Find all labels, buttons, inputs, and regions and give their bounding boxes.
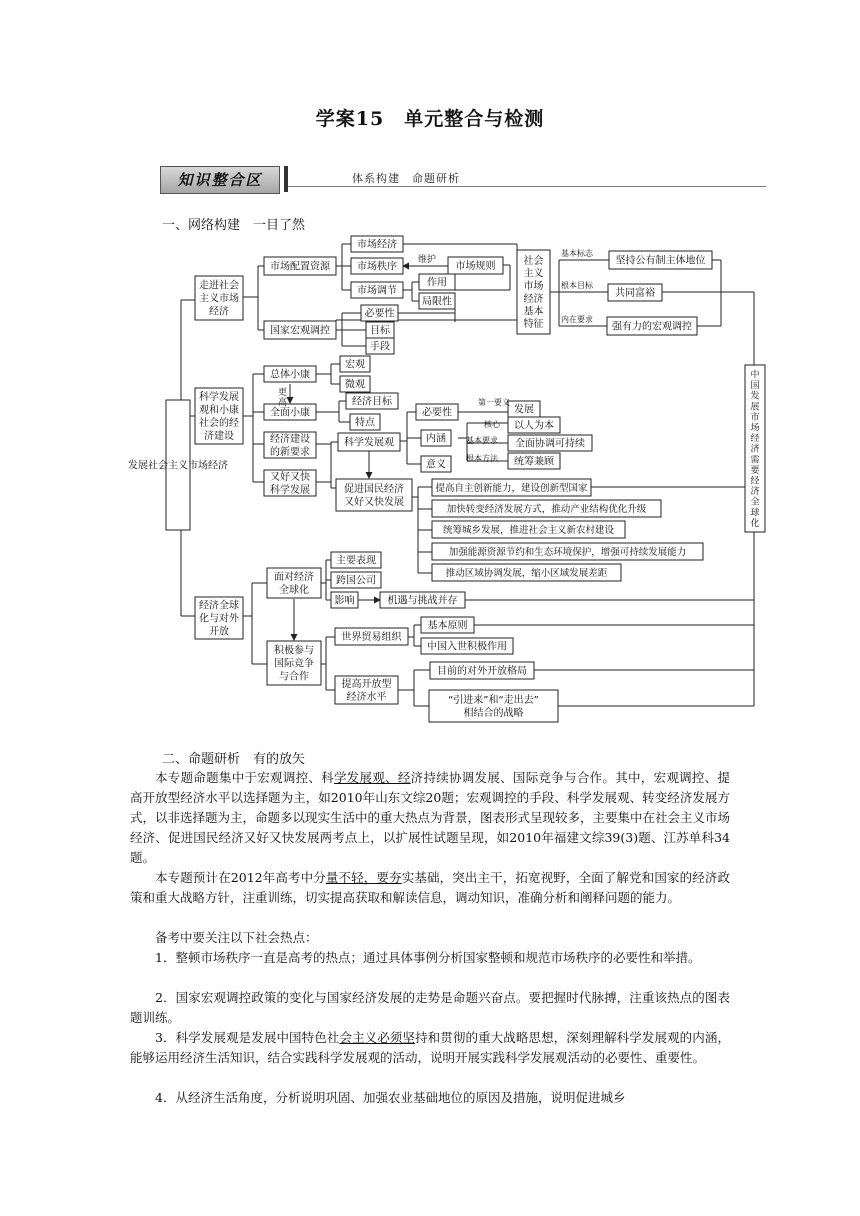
node-boxes [128,236,765,722]
node-global-necessity-char: 发 [750,391,760,402]
label-fundamental-method: 根本方法 [466,454,498,463]
node-measure-3 [432,521,625,538]
node-basic-features-char: 社会 [523,255,544,267]
node-branch-scientific-text: 社会的经 [199,418,239,430]
node-global-necessity-char: 经 [750,476,760,487]
node-micro-view [340,376,370,392]
node-basic-features-char: 市场 [523,281,544,293]
node-global-necessity [745,365,765,532]
node-branch-scientific-text: 观和小康 [199,405,239,417]
p1-text-b: 济持续协调发展、国际竞争与合作。其中，宏观调控、提高开放型经济水平以选择题为主，如2010年山东文综20题；宏观调控的手段、科学发展观、转变经济发展方式，以非选择题为主，命题多以现实生活中的重大热点为背景，图表形式呈现较多，主要集中在社会主义市场经济、促进国民经济又好又快发展两考点上，以扩展性试题呈现，如2010年福建文综39(3)题、江苏单科34题。 [130,770,731,865]
node-goal-text: 目标 [370,325,390,337]
node-connotation [421,430,451,446]
p6-text-b: 持和贯彻的重大战略思想，深刻理解科学发展观的内涵，能够运用经济生活知识，结合实践科学发展观的活动，说明开展实践科学发展观活动的必要性、重要性。 [130,1030,730,1065]
node-measure-4-text: 加强能源资源节约和生态环境保护，增强可持续发展能力 [448,546,687,558]
node-global-necessity-char: 展 [750,402,760,413]
node-go-global-strategy-text: 相结合的战略 [463,708,524,720]
node-branch-globalization-text: 开放 [209,626,229,638]
node-macro-view-text: 宏观 [345,359,365,371]
node-basic-features-char: 经济 [523,293,544,305]
node-go-global-strategy-text: “引进来”和“走出去” [448,695,539,707]
node-public-ownership-text: 坚持公有制主体地位 [615,255,706,267]
node-limits-text: 局限性 [422,296,452,308]
node-facing-globalization-text: 面对经济 [274,572,314,584]
node-branch-scientific-text: 济建设 [204,431,234,443]
node-promote-economy-text: 促进国民经济 [344,484,404,496]
paragraph-6 [130,1028,730,1068]
p1-text-a: 本专题命题集中于宏观调控、科 [155,770,334,785]
paragraph-1 [130,768,730,868]
section-heading-network: 一、网络构建 一目了然 [162,218,306,233]
node-impact-text: 影响 [334,595,355,607]
node-global-necessity-char: 济 [750,444,760,455]
node-market-economy [351,236,403,252]
node-economic-goal-text: 经济目标 [352,396,392,408]
node-global-necessity-char: 市 [750,412,760,423]
node-global-necessity-char: 要 [750,465,760,476]
label-basic-requirement: 基本要求 [466,436,498,445]
node-market-economy-text: 市场经济 [357,239,397,251]
node-main-manifestation-text: 主要表现 [336,555,376,567]
node-market-order-text: 市场秩序 [357,261,397,273]
node-global-necessity-char: 经 [750,434,760,445]
node-participate-competition-text: 积极参与 [274,645,314,657]
node-strong-macro [607,317,697,335]
node-branch-market [195,276,243,320]
node-comprehensive-xiaokang [264,404,316,420]
node-branch-globalization-text: 化与对外 [199,613,239,625]
node-trait [350,414,380,430]
node-promote-economy-text: 又好又快发展 [344,497,404,509]
node-global-necessity-char: 需 [750,455,760,466]
node-role [419,274,455,290]
node-overall-xiaokang [264,366,316,382]
node-basic-principles [421,617,474,633]
node-participate-competition-text: 国际竞争 [274,658,314,670]
p2-text-a: 本专题预计在2012年高考中分 [155,870,326,885]
node-balanced-text: 统筹兼顾 [514,456,554,468]
label-higher: 高 [278,398,288,408]
node-china-wto-role [421,638,513,654]
node-sound-development [264,470,316,496]
node-measure-4 [432,543,703,560]
node-global-necessity-char: 全 [750,497,760,508]
node-market-rules-text: 市场规则 [455,261,496,273]
node-root-char: 发展社会主义市场经济 [128,460,228,472]
node-market-regulation [351,282,403,298]
node-basic-features-char: 特征 [523,319,544,331]
node-measure-5 [432,564,621,581]
node-main-manifestation [331,552,381,568]
node-china-wto-role-text: 中国入世积极作用 [427,641,507,653]
node-measure-2 [432,500,661,517]
label-maintain: 维护 [418,255,437,265]
node-coordinated [508,435,592,451]
node-measure-2-text: 加快转变经济发展方式，推动产业结构优化升级 [446,503,647,515]
node-necessity-text: 必要性 [364,308,395,320]
node-connotation-text: 内涵 [426,433,446,445]
node-market-regulation-text: 市场调节 [357,285,397,297]
node-means-text: 手段 [370,341,390,353]
node-facing-globalization-text: 全球化 [279,585,309,597]
node-opportunity-challenge-text: 机遇与挑战并存 [387,595,458,607]
node-measure-5-text: 推动区域协调发展，缩小区域发展差距 [445,567,608,579]
node-promote-economy [336,479,412,511]
node-impact [331,592,358,608]
node-measure-3-text: 统筹城乡发展，推进社会主义新农村建设 [442,524,615,536]
label-fundamental-goal: 根本目标 [561,281,593,290]
node-participate-competition-text: 与合作 [279,671,309,683]
paragraph-5: 2．国家宏观调控政策的变化与国家经济发展的走势是命题兴奋点。要把握时代脉搏，注重该热点的图表题训练。 [130,990,730,1025]
node-public-ownership [609,251,712,269]
node-branch-market-text: 主义市场 [199,293,239,305]
node-common-prosperity-text: 共同富裕 [615,288,655,300]
node-market-allocation [264,257,336,275]
node-people-first-text: 以人为本 [514,420,554,432]
node-global-necessity-char: 场 [750,423,760,434]
node-sound-development-text: 又好又快 [270,472,310,484]
node-overall-xiaokang-text: 总体小康 [270,369,310,381]
node-significance [421,456,451,472]
node-measure-1-text: 提高自主创新能力，建设创新型国家 [435,482,588,494]
node-significance-text: 意义 [426,459,446,471]
node-branch-market-text: 走进社会 [199,280,239,292]
node-strong-macro-text: 强有力的宏观调控 [612,321,692,333]
label-inner-requirement: 内在要求 [561,315,593,324]
node-global-necessity-char: 中 [750,370,760,381]
node-measure-1 [432,479,591,496]
node-people-first [508,417,560,433]
p1-text-underlined: 学发展观、经 [333,770,411,785]
node-necessity [361,305,398,321]
node-branch-globalization-text: 经济全球 [199,600,239,612]
label-first-principle: 第一要义 [478,398,510,407]
section-heading-analysis: 二、命题研析 有的放矢 [162,752,306,767]
node-coordinated-text: 全面协调可持续 [515,438,585,450]
node-balanced [508,453,560,469]
node-multinational-text: 跨国公司 [336,575,376,587]
node-means [366,338,394,354]
node-multinational [331,572,381,588]
node-scientific-outlook-text: 科学发展观 [344,437,394,449]
node-wto-text: 世界贸易组织 [341,632,402,644]
node-opportunity-challenge [380,592,465,608]
node-limits [419,293,455,309]
node-branch-scientific-text: 科学发展 [199,392,239,404]
node-improve-openness [335,676,398,704]
node-economic-goal [346,393,398,409]
node-improve-openness-text: 经济水平 [346,692,387,704]
node-trait-text: 特点 [355,417,375,429]
node-go-global-strategy [429,690,558,722]
p2-text-underlined: 量不轻，要夯 [325,870,402,885]
node-basic-features-char: 主义 [523,268,544,280]
node-common-prosperity [608,284,662,301]
node-macro-view [340,356,370,372]
node-sound-development-text: 科学发展 [270,485,310,497]
node-global-necessity-char: 国 [750,381,760,392]
node-participate-competition [267,641,321,685]
node-market-allocation-text: 市场配置资源 [270,261,330,273]
node-improve-openness-text: 提高开放型 [341,679,392,691]
node-wto [335,628,408,645]
node-new-requirements-text: 经济建设 [270,434,310,446]
label-core: 核心 [484,420,500,429]
p6-text-underlined: 会主义必须坚 [339,1030,416,1045]
label-basic-sign: 基本标志 [561,249,593,258]
banner-tag: 知识整合区 [160,166,280,194]
node-role-text: 作用 [427,277,447,289]
node-development [508,401,540,417]
banner-subtitle: 体系构建 命题研析 [352,172,460,185]
node-branch-market-text: 经济 [209,306,229,318]
page-title: 学案15 单元整合与检测 [315,108,545,130]
node-sci-necessity-text: 必要性 [422,407,452,419]
p6-text-a: 3．科学发展观是发展中国特色社 [155,1030,340,1045]
node-current-pattern [430,662,534,679]
node-facing-globalization [267,568,321,598]
node-scientific-outlook [338,433,400,451]
node-basic-features-char: 基本 [523,306,544,318]
node-basic-principles-text: 基本原则 [427,620,468,632]
node-global-necessity-char: 化 [750,518,760,529]
node-global-necessity-char: 球 [750,508,760,519]
node-basic-features [517,250,550,334]
node-market-rules [448,257,503,274]
paragraph-4: 1．整顿市场秩序一直是高考的热点；通过具体事例分析国家整顿和规范市场秩序的必要性和举措。 [155,950,701,965]
node-goal [366,322,394,338]
p2-text-b: 实基础，突出主干，拓宽视野，全面了解党和国家的经济政策和重大战略方针，注重训练，切实提高获取和解读信息，调动知识，准确分析和阐释问题的能力。 [130,870,730,905]
node-comprehensive-xiaokang-text: 全面小康 [270,407,310,419]
node-global-necessity-char: 济 [750,487,760,498]
paragraph-2 [130,868,730,908]
node-macro-control-text: 国家宏观调控 [270,325,330,337]
paragraph-7: 4．从经济生活角度，分析说明巩固、加强农业基础地位的原因及措施，说明促进城乡 [155,1090,626,1105]
paragraph-3: 备考中要关注以下社会热点： [155,930,318,945]
node-new-requirements-text: 的新要求 [270,447,310,459]
node-macro-control [264,321,336,339]
node-micro-view-text: 微观 [345,379,365,391]
node-development-text: 发展 [514,404,534,416]
node-branch-scientific [195,388,243,444]
node-new-requirements [264,432,316,458]
label-higher: 更 [278,388,288,398]
node-current-pattern-text: 目前的对外开放格局 [437,666,527,678]
node-market-order [351,258,403,274]
node-sci-necessity [416,404,458,420]
node-branch-globalization [195,597,243,639]
